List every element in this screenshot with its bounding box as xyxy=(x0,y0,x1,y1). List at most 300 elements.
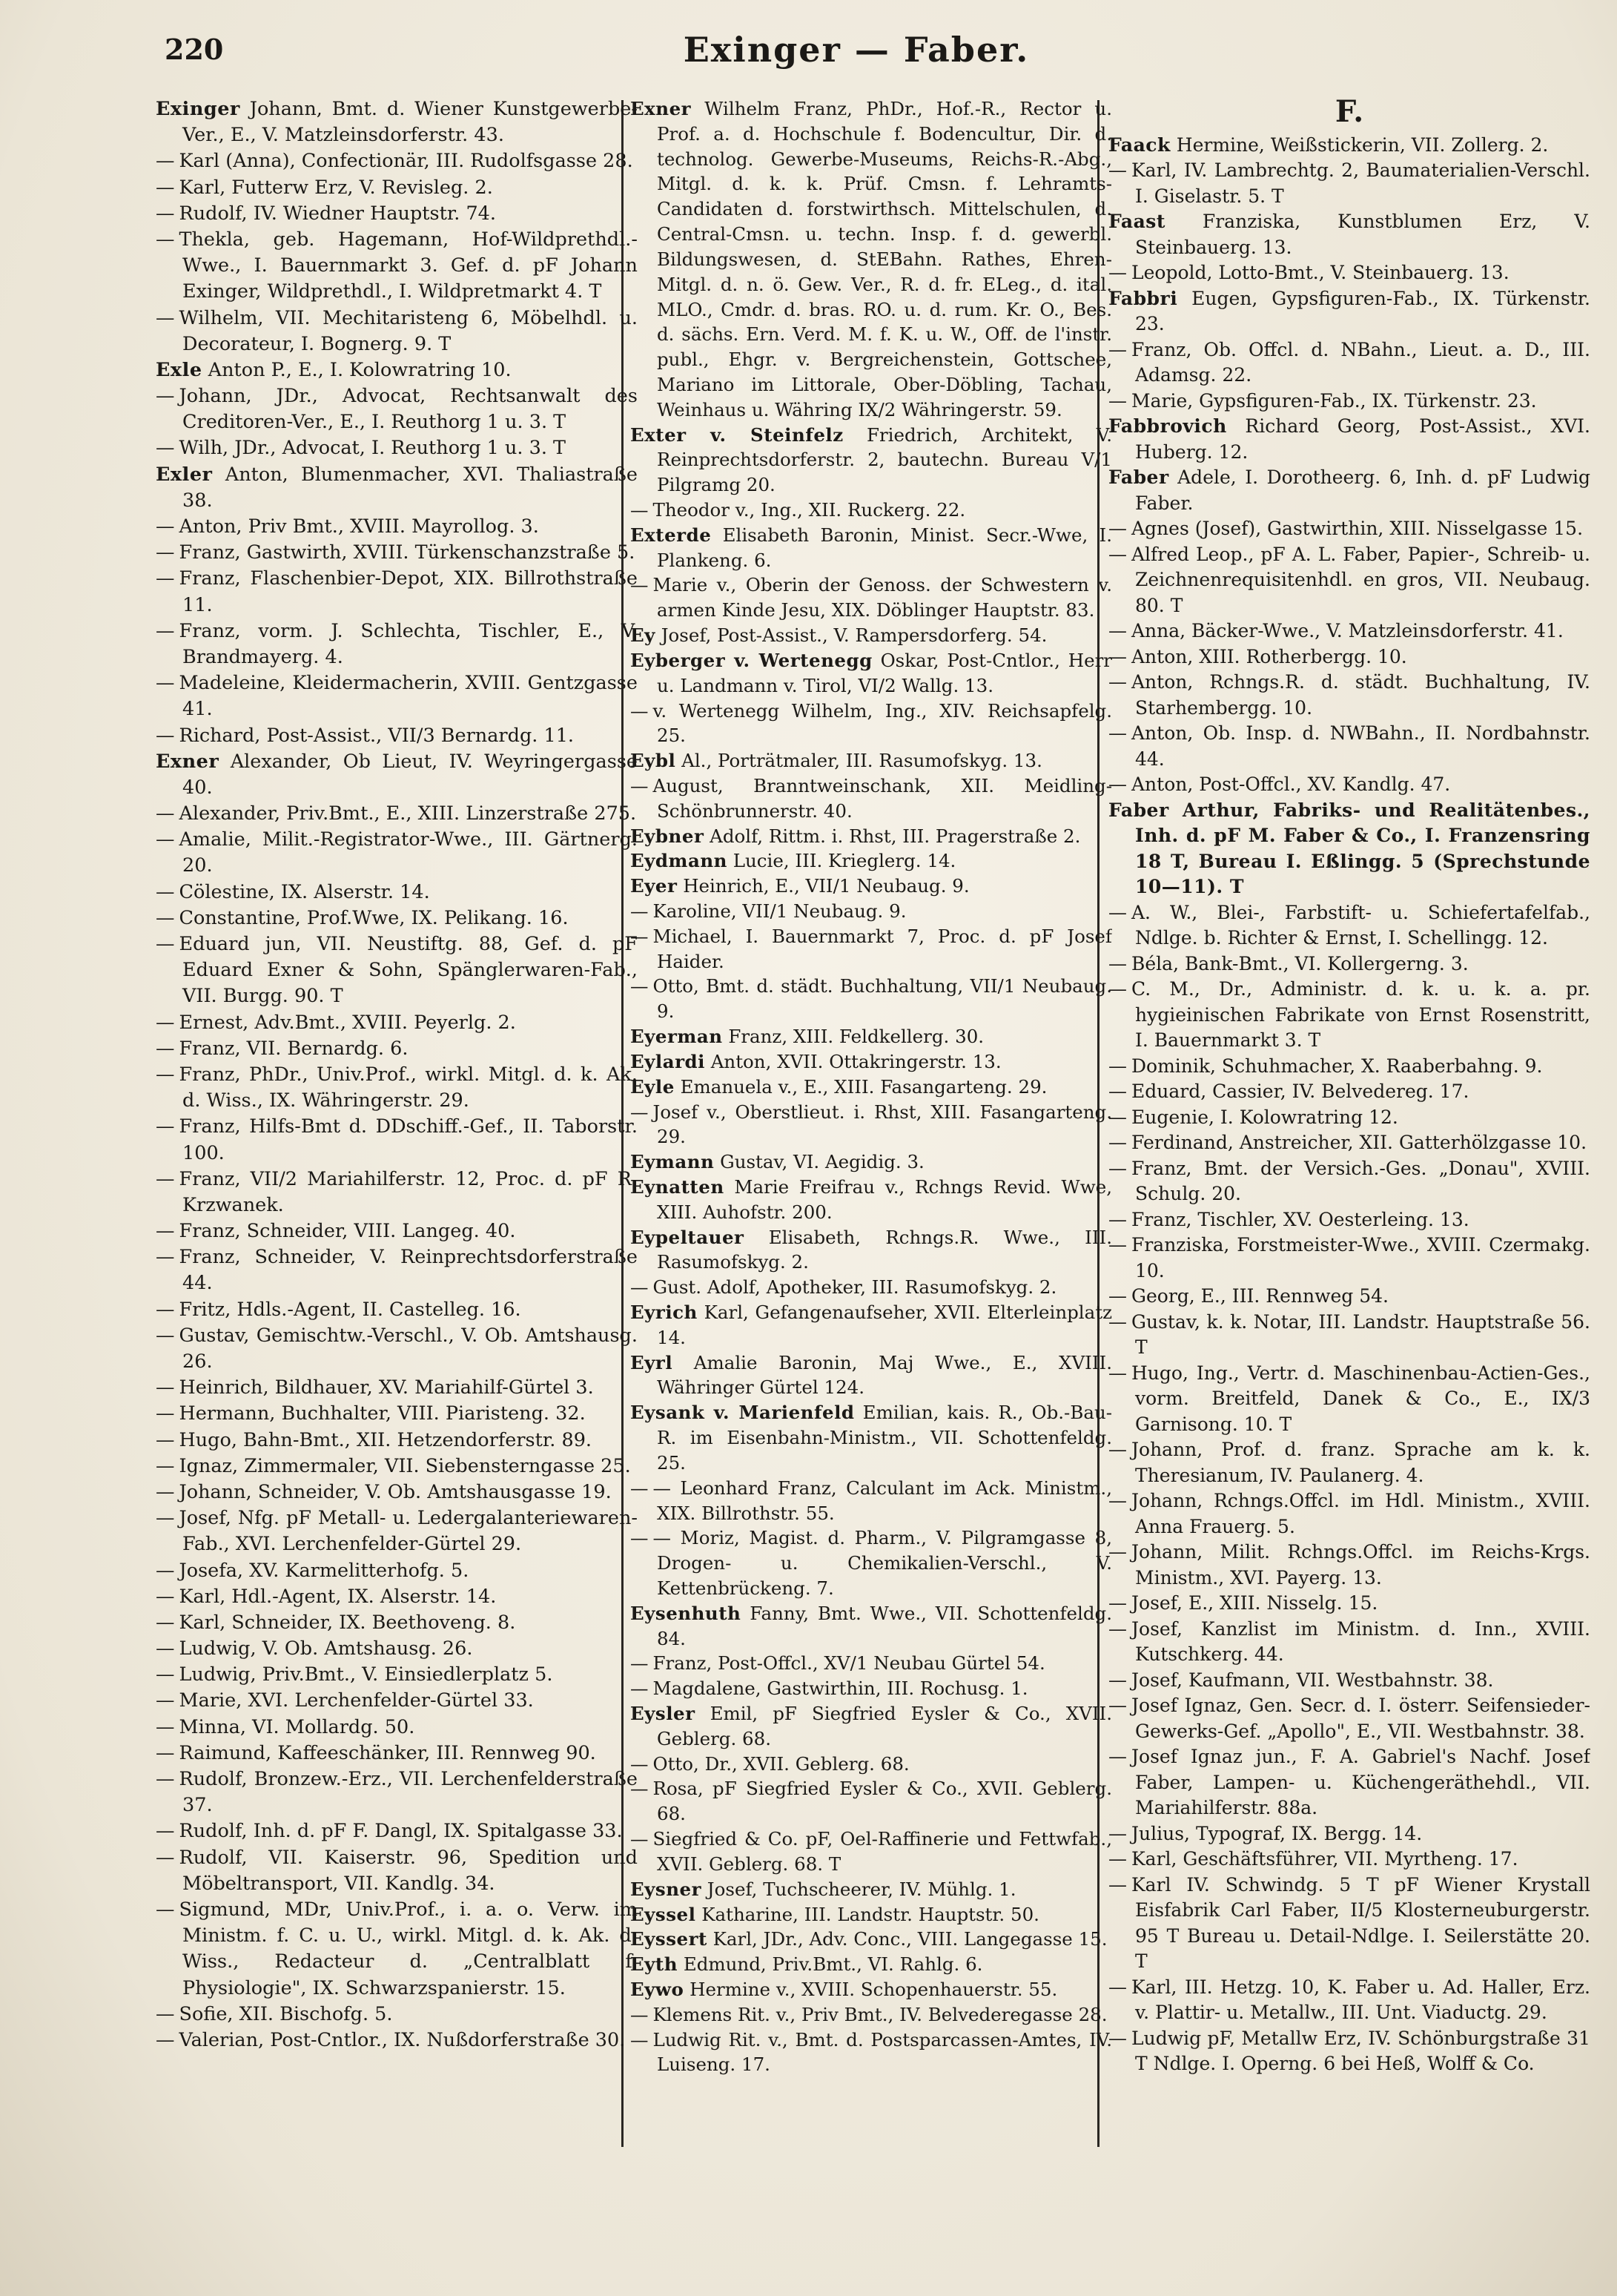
continuation-dash: — xyxy=(156,1507,175,1530)
entry-text: Rudolf, Inh. d. pF F. Dangl, IX. Spitalgasse 33. xyxy=(179,1820,623,1843)
directory-entry xyxy=(1108,542,1590,619)
directory-entry xyxy=(1108,1540,1590,1591)
directory-entry xyxy=(1108,1873,1590,1975)
entry-surname: Eywo xyxy=(630,1978,684,2000)
entry-text: Franz, Post-Offcl., XV/1 Neubau Gürtel 54. xyxy=(652,1652,1045,1675)
continuation-dash: — xyxy=(156,1376,175,1399)
entry-text: Ludwig pF, Metallw Erz, IV. Schönburgstraße 31 T Ndlge. I. Operng. 6 bei Heß, Wolff & Co. xyxy=(1131,2027,1590,2074)
continuation-dash: — xyxy=(156,176,175,199)
directory-entry xyxy=(630,623,1112,648)
entry-text: Johann, Schneider, V. Ob. Amtshausgasse 19. xyxy=(179,1480,612,1503)
entry-text: Emil, pF Siegfried Eysler & Co., XVII. Geblerg. 68. xyxy=(657,1703,1112,1749)
continuation-dash: — xyxy=(1108,1157,1127,1179)
entry-surname: Faber xyxy=(1108,466,1169,488)
directory-entry xyxy=(630,573,1112,623)
directory-entry xyxy=(156,1167,638,1218)
continuation-dash: — xyxy=(156,828,175,851)
directory-entry xyxy=(156,227,638,306)
directory-entry xyxy=(1108,1488,1590,1540)
directory-entry xyxy=(156,1244,638,1296)
directory-entry xyxy=(156,1741,638,1766)
continuation-dash: — xyxy=(1108,978,1127,1000)
continuation-dash: — xyxy=(156,2002,175,2025)
continuation-dash: — xyxy=(1108,1490,1127,1511)
continuation-dash: — xyxy=(156,1663,175,1686)
directory-entry xyxy=(630,924,1112,974)
entry-surname: Eyth xyxy=(630,1953,678,1976)
entry-surname: Eybner xyxy=(630,825,704,847)
directory-entry xyxy=(156,462,638,514)
directory-entry xyxy=(1108,1744,1590,1821)
continuation-dash: — xyxy=(1108,1285,1127,1307)
entry-surname: Eysler xyxy=(630,1703,695,1724)
directory-entry xyxy=(1108,1207,1590,1233)
directory-entry xyxy=(630,1927,1112,1952)
entry-text: Cölestine, IX. Alserstr. 14. xyxy=(179,880,430,903)
entry-text: Al., Porträtmaler, III. Rasumofskyg. 13. xyxy=(675,750,1042,772)
entry-text: Alfred Leop., pF A. L. Faber, Papier-, Schreib- u. Zeichnenrequisitenhdl. en gros, VII. Neubaug. 80. T xyxy=(1131,543,1590,616)
continuation-dash: — xyxy=(156,150,175,173)
entry-surname: Fabbri xyxy=(1108,287,1178,309)
continuation-dash: — xyxy=(1108,1848,1127,1870)
continuation-dash: — xyxy=(1108,620,1127,641)
directory-entry xyxy=(1108,1054,1590,1080)
continuation-dash: — xyxy=(156,880,175,903)
entry-text: Franz, XIII. Feldkellerg. 30. xyxy=(722,1026,985,1048)
directory-entry xyxy=(1108,1975,1590,2026)
continuation-dash: — xyxy=(1108,1695,1127,1716)
directory-entry xyxy=(156,1036,638,1062)
entry-text: Sofie, XII. Bischofg. 5. xyxy=(179,2002,393,2025)
continuation-dash: — xyxy=(1108,722,1127,744)
continuation-dash: — xyxy=(1108,389,1127,412)
continuation-dash: — xyxy=(630,1828,649,1850)
directory-entry xyxy=(156,1610,638,1636)
directory-entry xyxy=(156,96,638,148)
entry-text: A. W., Blei-, Farbstift- u. Schiefertafelfab., Ndlge. b. Richter & Ernst, I. Schellingg. 12. xyxy=(1131,901,1590,949)
entry-text: Emilian, kais. R., Ob.-Bau-R. im Eisenbahn-Ministm., VII. Schottenfeldg. 25. xyxy=(657,1402,1112,1474)
entry-text: Eduard jun, VII. Neustiftg. 88, Gef. d. pF Eduard Exner & Sohn, Spänglerwaren-Fab., VII. Burgg. 90. T xyxy=(179,933,638,1008)
entry-text: Josef, Nfg. pF Metall- u. Ledergalanteriewaren-Fab., XVI. Lerchenfelder-Gürtel 29. xyxy=(179,1507,638,1556)
directory-entry xyxy=(630,1525,1112,1600)
continuation-dash: — xyxy=(1108,1234,1127,1256)
directory-entry xyxy=(156,514,638,540)
page-header xyxy=(156,30,1557,82)
directory-entry xyxy=(630,1601,1112,1652)
directory-entry xyxy=(630,1952,1112,1977)
entry-text: Theodor v., Ing., XII. Ruckerg. 22. xyxy=(652,499,966,521)
directory-entry xyxy=(156,618,638,670)
continuation-dash: — xyxy=(156,802,175,825)
directory-entry xyxy=(630,498,1112,523)
entry-text: Agnes (Josef), Gastwirthin, XIII. Nisselgasse 15. xyxy=(1131,518,1584,539)
entry-surname: Ey xyxy=(630,624,655,647)
directory-entry xyxy=(1108,209,1590,260)
continuation-dash: — xyxy=(156,1298,175,1321)
continuation-dash: — xyxy=(1108,1132,1127,1153)
entry-text: Alexander, Ob Lieut, IV. Weyringergasse 40. xyxy=(182,750,638,799)
directory-entry xyxy=(630,1651,1112,1676)
entry-text: Karl, Gefangenaufseher, XVII. Elterleinplatz 14. xyxy=(657,1302,1112,1348)
entry-text: Eduard, Cassier, IV. Belvedereg. 17. xyxy=(1131,1081,1469,1102)
entry-text: Gustav, k. k. Notar, III. Landstr. Hauptstraße 56. T xyxy=(1131,1310,1590,1358)
continuation-dash: — xyxy=(1108,1310,1127,1333)
directory-entry xyxy=(630,1400,1112,1475)
directory-column-1 xyxy=(156,96,638,2151)
directory-entry xyxy=(1108,670,1590,721)
entry-text: Karl, IV. Lambrechtg. 2, Baumaterialien-Verschl. I. Giselastr. 5. T xyxy=(1131,159,1590,207)
entry-text: Franz, vorm. J. Schlechta, Tischler, E., V. Brandmayerg. 4. xyxy=(179,619,638,668)
directory-entry xyxy=(630,1476,1112,1526)
continuation-dash: — xyxy=(1108,1873,1127,1896)
continuation-dash: — xyxy=(156,306,175,329)
entry-surname: Exle xyxy=(156,358,202,381)
entry-text: Hugo, Ing., Vertr. d. Maschinenbau-Actien-Ges., vorm. Breitfeld, Danek & Co., E., IX/3 Garnisong. 10. T xyxy=(1131,1362,1590,1435)
entry-text: Leopold, Lotto-Bmt., V. Steinbauerg. 13. xyxy=(1131,262,1509,283)
continuation-dash: — xyxy=(630,2028,649,2051)
entry-text: Valerian, Post-Cntlor., IX. Nußdorferstraße 30. xyxy=(179,2028,626,2051)
directory-entry xyxy=(630,1075,1112,1100)
directory-entry xyxy=(630,748,1112,773)
entry-text: Anton, Blumenmacher, XVI. Thaliastraße 38. xyxy=(182,463,638,512)
entry-text: Josef Ignaz jun., F. A. Gabriel's Nachf. Josef Faber, Lampen- u. Küchengeräthehdl., VII. Mariahilferstr. 88a. xyxy=(1131,1746,1590,1818)
entry-text: Karl, Schneider, IX. Beethoveng. 8. xyxy=(179,1611,516,1634)
continuation-dash: — xyxy=(156,2028,175,2051)
entry-text: Minna, VI. Mollardg. 50. xyxy=(179,1715,415,1738)
directory-entry xyxy=(1108,798,1590,900)
directory-entry xyxy=(630,1149,1112,1175)
entry-surname: Eysank v. Marienfeld xyxy=(630,1402,855,1424)
directory-entry xyxy=(156,1766,638,1818)
directory-entry xyxy=(156,1010,638,1036)
directory-entry xyxy=(630,96,1112,423)
entry-text: Franz, Ob. Offcl. d. NBahn., Lieut. a. D., III. Adamsg. 22. xyxy=(1131,338,1590,386)
directory-entry xyxy=(630,1701,1112,1752)
entry-text: Anton, Post-Offcl., XV. Kandlg. 47. xyxy=(1131,773,1451,795)
entry-text: Wilhelm Franz, PhDr., Hof.-R., Rector u. Prof. a. d. Hochschule f. Bodencultur, Dir. d. technolog. Gewerbe-Museums, Reichs-R.-Abg., Mitgl. d. k. k. Prüf. Cmsn. f. Lehramts-Candidaten d. forstwirthsch. Mittelschulen, d. Central-Cmsn. u. techn. Insp. f. d. gewerbl. Bildungswesen, d. StEBahn. Rathes, Ehren-Mitgl. d. n. ö. Gew. Ver., R. d. fr. ELeg., d. ital. MLO., Cmdr. d. bras. RO. u. d. rum. Kr. O., Bes. d. sächs. Ern. Verd. M. f. K. u. W., Off. de l'instr. publ., Ehgr. v. Bergreichenstein, Gottschee, Mariano im Littorale, Ober-Döbling, Tachau, Weinhaus u. Währing IX/2 Währingerstr. 59. xyxy=(657,98,1112,420)
continuation-dash: — xyxy=(630,925,649,947)
continuation-dash: — xyxy=(1108,952,1127,974)
continuation-dash: — xyxy=(630,1477,649,1499)
entry-text: Magdalene, Gastwirthin, III. Rochusg. 1. xyxy=(652,1678,1028,1700)
entry-surname: Eylardi xyxy=(630,1050,705,1072)
entry-text: Josef Ignaz, Gen. Secr. d. I. österr. Seifensieder-Gewerks-Gef. „Apollo", E., VII. Westbahnstr. 38. xyxy=(1131,1695,1590,1742)
continuation-dash: — xyxy=(1108,1055,1127,1077)
directory-entry xyxy=(630,423,1112,498)
directory-entry xyxy=(1108,1821,1590,1847)
directory-entry xyxy=(1108,772,1590,798)
continuation-dash: — xyxy=(156,1559,175,1582)
entry-text: Georg, E., III. Rennweg 54. xyxy=(1131,1285,1389,1307)
directory-entry xyxy=(1108,721,1590,772)
directory-entry xyxy=(1108,2026,1590,2077)
entry-text: Friedrich, Architekt, V. Reinprechtsdorferstr. 2, bautechn. Bureau V/1 Pilgramg 20. xyxy=(657,423,1112,496)
directory-entry xyxy=(156,1454,638,1479)
continuation-dash: — xyxy=(630,1101,649,1123)
directory-entry xyxy=(156,435,638,461)
entry-text: Karl, Futterw Erz, V. Revisleg. 2. xyxy=(179,176,493,199)
directory-entry xyxy=(1108,644,1590,670)
directory-entry xyxy=(630,1175,1112,1225)
directory-entry xyxy=(630,824,1112,849)
directory-column-2 xyxy=(630,96,1112,2151)
directory-entry xyxy=(156,749,638,801)
entry-text: Otto, Bmt. d. städt. Buchhaltung, VII/1 Neubaug. 9. xyxy=(652,975,1112,1023)
continuation-dash: — xyxy=(156,724,175,747)
directory-entry xyxy=(156,357,638,383)
entry-text: Franz, Hilfs-Bmt d. DDschiff.-Gef., II. Taborstr. 100. xyxy=(179,1115,638,1164)
continuation-dash: — xyxy=(1108,1362,1127,1384)
directory-entry xyxy=(630,899,1112,924)
directory-entry xyxy=(1108,1693,1590,1744)
entry-surname: Exner xyxy=(156,750,219,773)
entry-text: Katharine, III. Landstr. Hauptstr. 50. xyxy=(695,1903,1039,1925)
directory-entry xyxy=(156,540,638,566)
continuation-dash: — xyxy=(156,228,175,251)
continuation-dash: — xyxy=(630,1276,649,1299)
entry-surname: Faber Arthur, Fabriks- und Realitätenbes., Inh. d. pF M. Faber & Co., I. Franzensring 18 T, Bureau I. Eßlingg. 5 (Sprechstunde 10—11). T xyxy=(1108,799,1590,897)
continuation-dash: — xyxy=(156,1689,175,1712)
entry-text: Johann, Rchngs.Offcl. im Hdl. Ministm., XVIII. Anna Frauerg. 5. xyxy=(1131,1490,1590,1537)
directory-entry xyxy=(156,801,638,827)
entry-surname: Eysner xyxy=(630,1878,702,1900)
entry-text: Julius, Typograf, IX. Bergg. 14. xyxy=(1131,1822,1423,1844)
directory-entry xyxy=(156,1688,638,1714)
entry-text: Klemens Rit. v., Priv Bmt., IV. Belvederegasse 28. xyxy=(652,2003,1108,2025)
entry-text: Anton, XIII. Rotherbergg. 10. xyxy=(1131,645,1407,667)
directory-entry xyxy=(156,1062,638,1114)
continuation-dash: — xyxy=(1108,518,1127,539)
directory-entry xyxy=(630,1827,1112,1877)
entry-text: Ludwig, V. Ob. Amtshausg. 26. xyxy=(179,1637,473,1660)
directory-entry xyxy=(630,699,1112,749)
continuation-dash: — xyxy=(156,1454,175,1477)
continuation-dash: — xyxy=(1108,773,1127,795)
continuation-dash: — xyxy=(156,202,175,225)
entry-text: Anton, XVII. Ottakringerstr. 13. xyxy=(704,1050,1002,1072)
directory-entry xyxy=(630,1049,1112,1075)
entry-text: Emanuela v., E., XIII. Fasangarteng. 29. xyxy=(674,1075,1048,1098)
entry-text: Karoline, VII/1 Neubaug. 9. xyxy=(652,900,907,922)
continuation-dash: — xyxy=(156,1846,175,1869)
continuation-dash: — xyxy=(1108,338,1127,360)
continuation-dash: — xyxy=(156,1246,175,1269)
continuation-dash: — xyxy=(1108,543,1127,565)
entry-surname: Eyrl xyxy=(630,1351,673,1373)
entry-text: Josefa, XV. Karmelitterhofg. 5. xyxy=(179,1559,469,1582)
directory-entry xyxy=(156,2002,638,2028)
directory-entry xyxy=(156,670,638,722)
directory-entry xyxy=(630,874,1112,899)
entry-text: Karl, JDr., Adv. Conc., VIII. Langegasse 15. xyxy=(707,1928,1108,1950)
directory-entry xyxy=(1108,977,1590,1054)
directory-entry xyxy=(1108,1847,1590,1873)
entry-text: Constantine, Prof.Wwe, IX. Pelikang. 16. xyxy=(179,906,569,929)
directory-entry xyxy=(630,1300,1112,1350)
continuation-dash: — xyxy=(156,1741,175,1764)
entry-text: Rudolf, IV. Wiedner Hauptstr. 74. xyxy=(179,202,496,225)
entry-surname: Eyer xyxy=(630,875,678,897)
directory-entry xyxy=(630,1877,1112,1902)
directory-entry xyxy=(630,523,1112,573)
continuation-dash: — xyxy=(1108,159,1127,181)
directory-entry xyxy=(156,1845,638,1897)
directory-entry xyxy=(1108,1668,1590,1694)
continuation-dash: — xyxy=(1108,2027,1127,2049)
entry-text: Richard, Post-Assist., VII/3 Bernardg. 11. xyxy=(179,724,575,747)
entry-text: Karl, III. Hetzg. 10, K. Faber u. Ad. Haller, Erz. v. Plattir- u. Metallw., III. Unt. Viaductg. 29. xyxy=(1131,1976,1590,2023)
entry-text: Amalie Baronin, Maj Wwe., E., XVIII. Währinger Gürtel 124. xyxy=(657,1351,1112,1399)
directory-entry xyxy=(156,566,638,618)
directory-entry xyxy=(630,1902,1112,1927)
directory-entry xyxy=(156,1323,638,1375)
directory-entry xyxy=(156,1479,638,1505)
directory-entry xyxy=(1108,1310,1590,1361)
directory-entry xyxy=(1108,951,1590,977)
directory-entry xyxy=(156,201,638,227)
continuation-dash: — xyxy=(156,1063,175,1086)
directory-entry xyxy=(156,1401,638,1427)
entry-text: Amalie, Milit.-Registrator-Wwe., III. Gärtnerg. 20. xyxy=(179,828,638,877)
entry-text: Fritz, Hdls.-Agent, II. Castelleg. 16. xyxy=(179,1298,521,1321)
directory-entry xyxy=(630,1275,1112,1300)
entry-text: Ernest, Adv.Bmt., XVIII. Peyerlg. 2. xyxy=(179,1011,516,1034)
continuation-dash: — xyxy=(1108,671,1127,693)
continuation-dash: — xyxy=(630,900,649,922)
directory-entry xyxy=(630,848,1112,874)
continuation-dash: — xyxy=(630,1678,649,1700)
continuation-dash: — xyxy=(1108,1669,1127,1691)
directory-entry xyxy=(630,974,1112,1024)
directory-entry xyxy=(156,175,638,201)
continuation-dash: — xyxy=(156,385,175,408)
continuation-dash: — xyxy=(1108,1976,1127,1998)
entry-text: Siegfried & Co. pF, Oel-Raffinerie und Fettwfab., XVII. Geblerg. 68. T xyxy=(652,1828,1112,1875)
directory-entry xyxy=(1108,1079,1590,1105)
entry-text: v. Wertenegg Wilhelm, Ing., XIV. Reichsapfelg. 25. xyxy=(652,699,1112,747)
continuation-dash: — xyxy=(156,515,175,538)
directory-entry xyxy=(1108,1156,1590,1207)
entry-text: Eugen, Gypsfiguren-Fab., IX. Türkenstr. 23. xyxy=(1135,287,1590,334)
directory-entry xyxy=(156,1375,638,1401)
directory-entry xyxy=(630,1752,1112,1777)
continuation-dash: — xyxy=(1108,1592,1127,1614)
entry-surname: Exner xyxy=(630,98,692,119)
entry-text: Franz, Schneider, V. Reinprechtsdorferstraße 44. xyxy=(179,1246,638,1295)
continuation-dash: — xyxy=(630,1527,649,1549)
entry-surname: Exter v. Steinfelz xyxy=(630,423,844,446)
entry-text: Adele, I. Dorotheerg. 6, Inh. d. pF Ludwig Faber. xyxy=(1135,466,1590,514)
entry-text: Michael, I. Bauernmarkt 7, Proc. d. pF Josef Haider. xyxy=(652,925,1112,972)
entry-surname: Exterde xyxy=(630,524,712,546)
entry-text: Franz, Flaschenbier-Depot, XIX. Billrothstraße 11. xyxy=(179,567,638,616)
entry-text: Gust. Adolf, Apotheker, III. Rasumofskyg. 2. xyxy=(652,1276,1057,1299)
continuation-dash: — xyxy=(630,574,649,596)
directory-entry xyxy=(156,306,638,357)
entry-surname: Exler xyxy=(156,463,213,486)
entry-text: Madeleine, Kleidermacherin, XVIII. Gentzgasse 41. xyxy=(179,672,638,721)
entry-text: Elisabeth, Rchngs.R. Wwe., III. Rasumofskyg. 2. xyxy=(657,1226,1112,1273)
directory-entry xyxy=(1108,337,1590,389)
directory-entry xyxy=(1108,414,1590,465)
continuation-dash: — xyxy=(156,906,175,929)
entry-surname: Eyberger v. Wertenegg xyxy=(630,649,873,671)
directory-entry xyxy=(156,1715,638,1741)
entry-text: Oskar, Post-Cntlor., Herr u. Landmann v. Tirol, VI/2 Wallg. 13. xyxy=(657,649,1112,696)
directory-entry xyxy=(1108,1617,1590,1668)
continuation-dash: — xyxy=(1108,1617,1127,1640)
continuation-dash: — xyxy=(156,1480,175,1503)
continuation-dash: — xyxy=(156,1037,175,1060)
entry-text: Otto, Dr., XVII. Geblerg. 68. xyxy=(652,1752,910,1775)
continuation-dash: — xyxy=(156,1324,175,1347)
directory-entry xyxy=(630,1225,1112,1276)
entry-text: Gustav, Gemischtw.-Verschl., V. Ob. Amtshausg. 26. xyxy=(179,1324,638,1373)
continuation-dash: — xyxy=(630,1778,649,1800)
continuation-dash: — xyxy=(156,672,175,695)
directory-entry xyxy=(630,2028,1112,2078)
entry-text: Rosa, pF Siegfried Eysler & Co., XVII. Geblerg. 68. xyxy=(652,1778,1112,1825)
entry-text: Franziska, Kunstblumen Erz, V. Steinbauerg. 13. xyxy=(1135,211,1590,258)
continuation-dash: — xyxy=(630,975,649,997)
entry-text: Eugenie, I. Kolowratring 12. xyxy=(1131,1106,1398,1128)
directory-entry xyxy=(156,931,638,1010)
directory-entry xyxy=(156,1897,638,2002)
continuation-dash: — xyxy=(156,1715,175,1738)
directory-entry xyxy=(1108,1130,1590,1156)
directory-entry xyxy=(156,383,638,435)
continuation-dash: — xyxy=(156,1611,175,1634)
directory-entry xyxy=(630,648,1112,699)
entry-text: Marie v., Oberin der Genoss. der Schwestern v. armen Kinde Jesu, XIX. Döblinger Hauptstr. 83. xyxy=(652,574,1112,621)
entry-text: C. M., Dr., Administr. d. k. u. k. a. pr. hygieinischen Fabrikate von Ernst Rosenstritt, I. Bauernmarkt 3. T xyxy=(1131,978,1590,1051)
entry-text: Karl, Hdl.-Agent, IX. Alserstr. 14. xyxy=(179,1585,497,1608)
entry-text: Dominik, Schuhmacher, X. Raaberbahng. 9. xyxy=(1131,1055,1543,1077)
entry-text: Wilhelm, VII. Mechitaristeng 6, Möbelhdl. u. Decorateur, I. Bognerg. 9. T xyxy=(179,306,638,355)
entry-text: Josef, Tuchscheerer, IV. Mühlg. 1. xyxy=(701,1878,1016,1900)
entry-text: Johann, JDr., Advocat, Rechtsanwalt des Creditoren-Ver., E., I. Reuthorg 1 u. 3. T xyxy=(179,385,638,434)
continuation-dash: — xyxy=(630,1752,649,1775)
entry-text: Hermine, Weißstickerin, VII. Zollerg. 2. xyxy=(1170,133,1549,156)
entry-text: Franz, PhDr., Univ.Prof., wirkl. Mitgl. d. k. Ak. d. Wiss., IX. Währingerstr. 29. xyxy=(179,1063,638,1112)
entry-surname: Eyle xyxy=(630,1075,675,1098)
continuation-dash: — xyxy=(156,1898,175,1921)
directory-entry xyxy=(1108,1437,1590,1488)
entry-text: Marie Freifrau v., Rchngs Revid. Wwe, XIII. Auhofstr. 200. xyxy=(657,1175,1112,1223)
entry-text: Anton, Rchngs.R. d. städt. Buchhaltung, IV. Starhembergg. 10. xyxy=(1131,671,1590,719)
directory-entry xyxy=(1108,516,1590,542)
entry-text: Rudolf, VII. Kaiserstr. 96, Spedition und Möbeltransport, VII. Kandlg. 34. xyxy=(179,1846,638,1895)
continuation-dash: — xyxy=(630,774,649,796)
entry-text: Josef, Kanzlist im Ministm. d. Inn., XVIII. Kutschkerg. 44. xyxy=(1131,1617,1590,1665)
entry-text: Ignaz, Zimmermaler, VII. Siebensterngasse 25. xyxy=(179,1454,631,1477)
directory-column-3 xyxy=(1108,96,1590,2151)
directory-entry xyxy=(156,1818,638,1844)
entry-text: Hugo, Bahn-Bmt., XII. Hetzendorferstr. 89. xyxy=(179,1428,592,1451)
directory-entry xyxy=(156,1218,638,1244)
entry-text: Marie, Gypsfiguren-Fab., IX. Türkenstr. 23. xyxy=(1131,389,1537,412)
entry-surname: Eydmann xyxy=(630,850,727,872)
directory-entry xyxy=(630,1776,1112,1827)
entry-surname: Faast xyxy=(1108,211,1165,232)
directory-entry xyxy=(1108,389,1590,415)
directory-entry xyxy=(156,1662,638,1688)
directory-entry xyxy=(156,1428,638,1454)
continuation-dash: — xyxy=(156,437,175,460)
entry-text: Sigmund, MDr, Univ.Prof., i. a. o. Verw. im Ministm. f. C. u. U., wirkl. Mitgl. d. k. Ak. d. Wiss., Redacteur d. „Centralblatt f. Physiologie", IX. Schwarzspanierstr. 15. xyxy=(179,1898,638,1999)
page-number: 220 xyxy=(165,33,224,66)
entry-text: Josef, E., XIII. Nisselg. 15. xyxy=(1131,1592,1378,1614)
